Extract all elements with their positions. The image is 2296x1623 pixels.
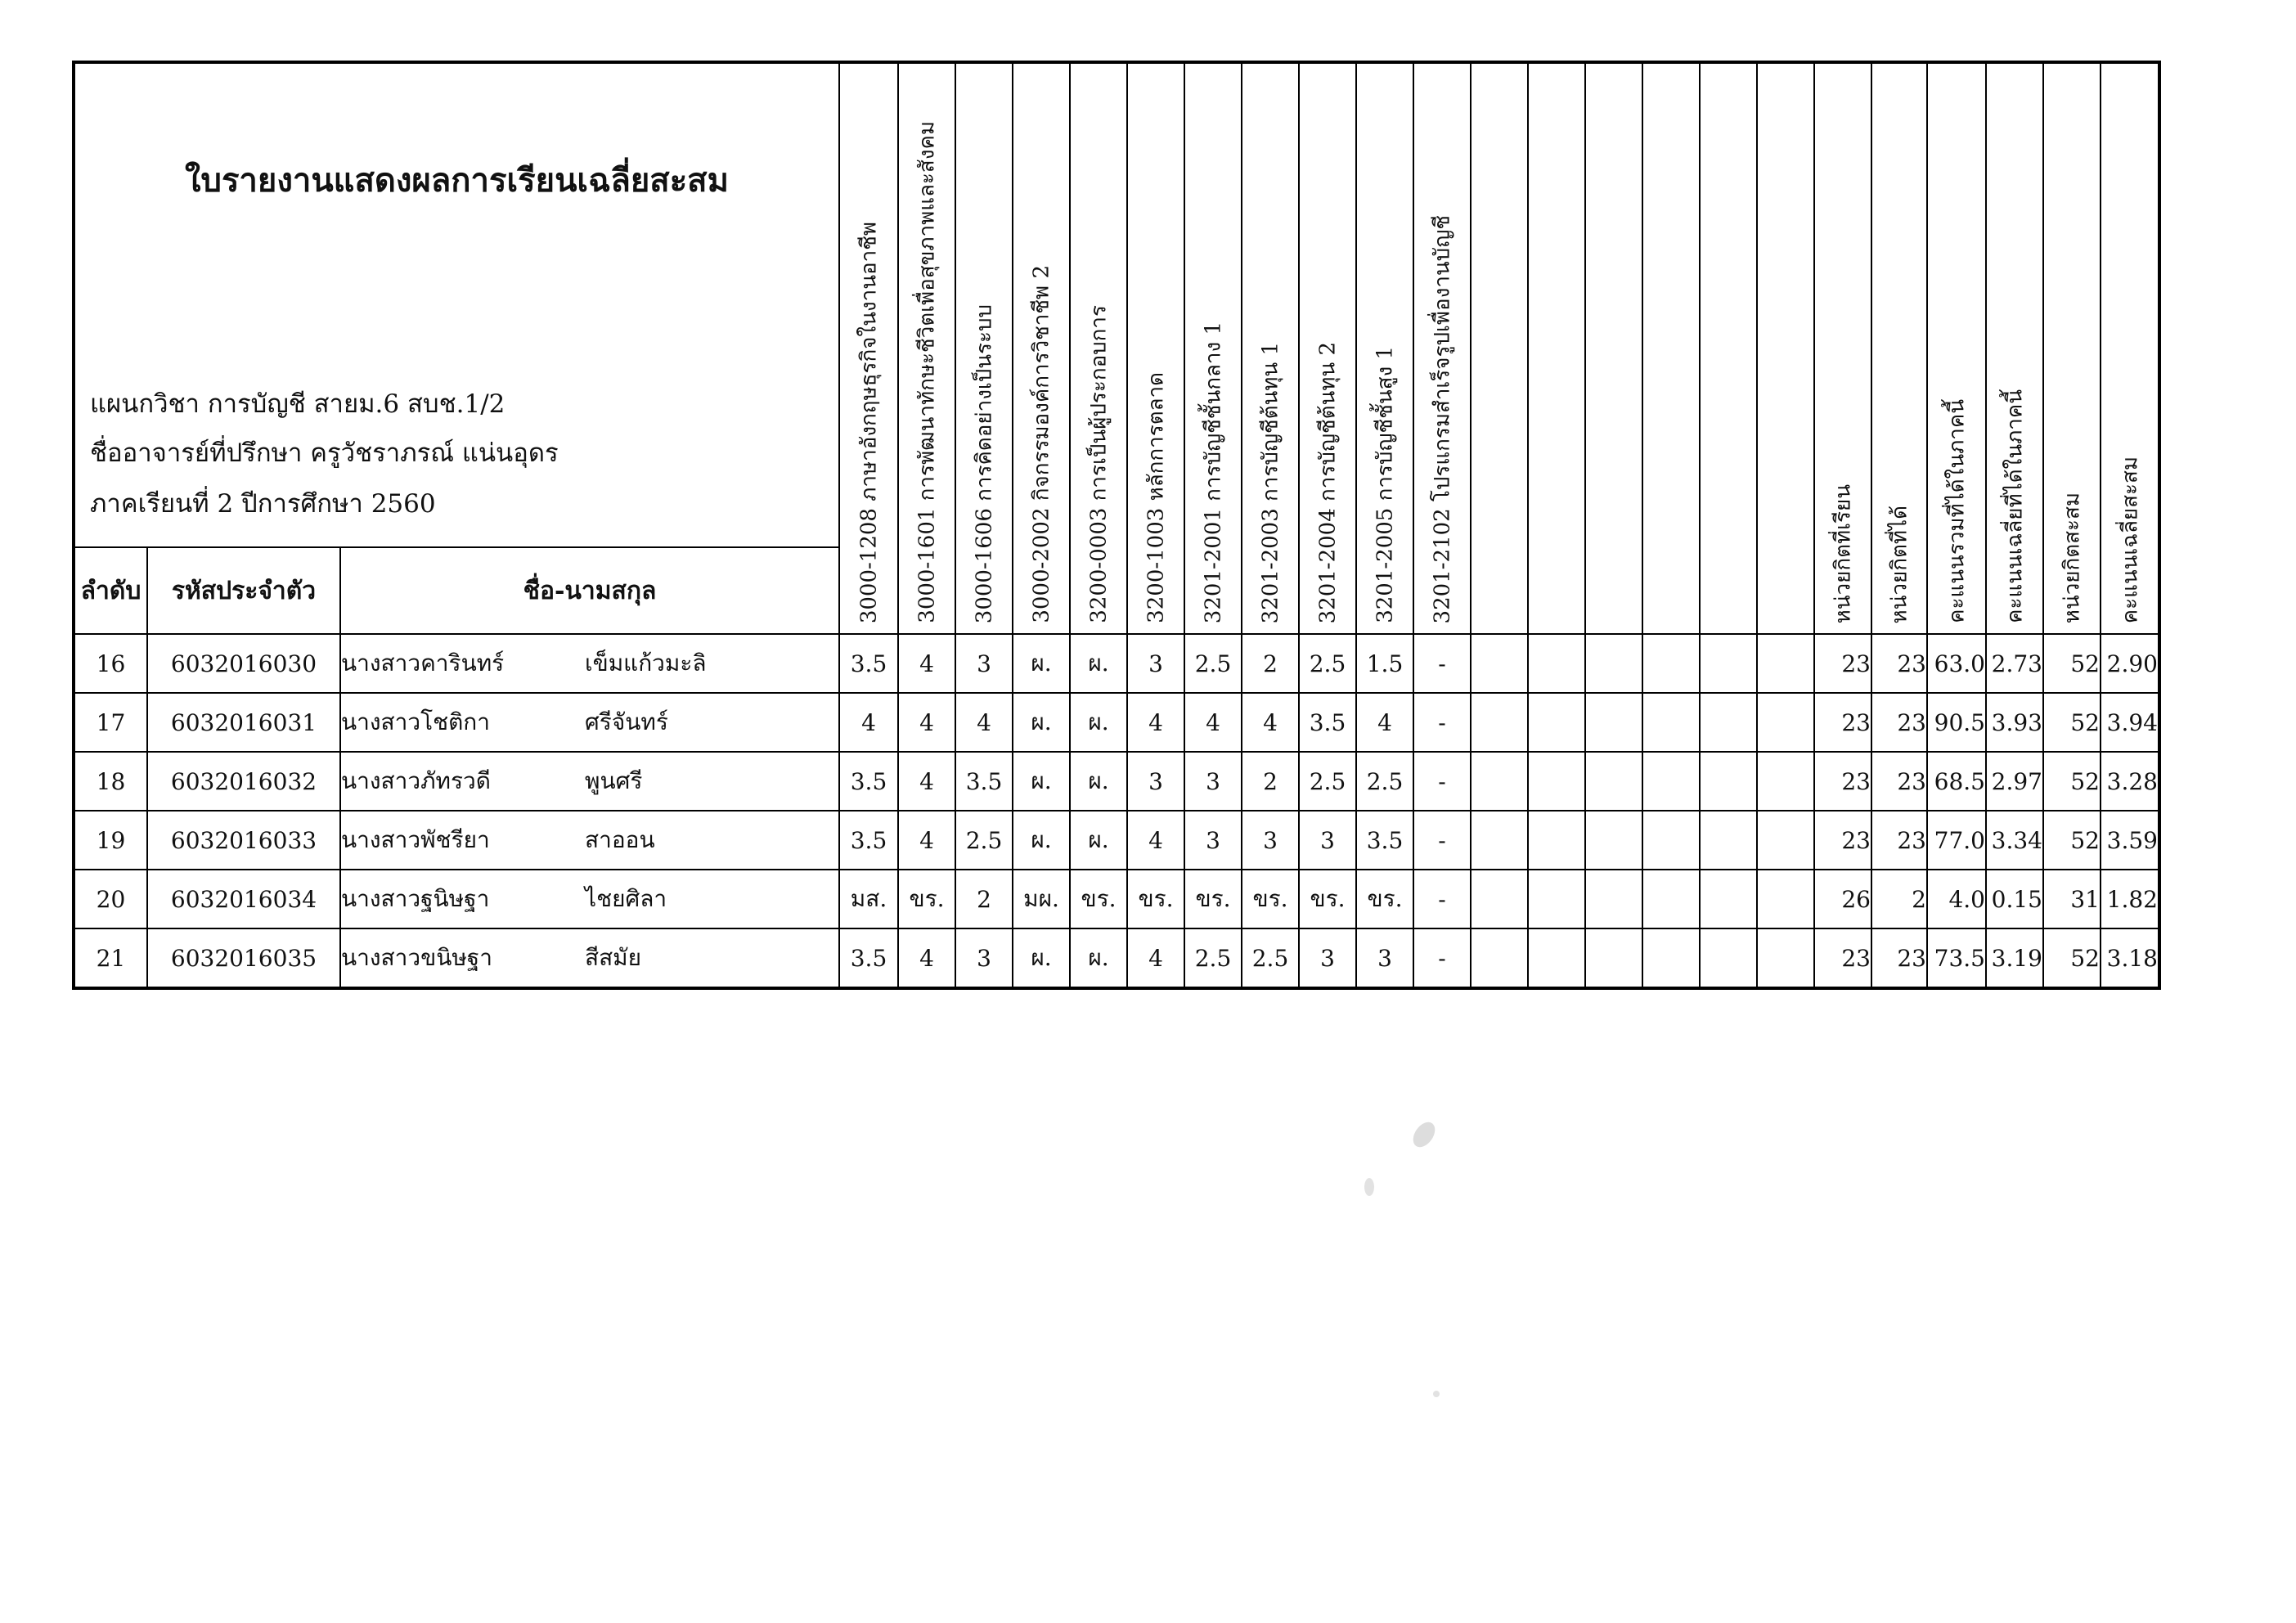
- table-row: [74, 693, 2159, 752]
- row-number-cell: 17: [74, 693, 147, 752]
- grade-cell: ขร.: [1242, 870, 1299, 928]
- row-number-cell: 20: [74, 870, 147, 928]
- grade-cell: [1528, 811, 1585, 870]
- subject-header-label: 3201-2003 การบัญชีต้นทุน 1: [1258, 341, 1283, 623]
- summary-cell: 2: [1871, 870, 1927, 928]
- summary-cell: 23: [1814, 634, 1871, 693]
- grade-cell: [1528, 693, 1585, 752]
- grade-cell: 3.5: [839, 928, 898, 988]
- subject-header: [1528, 62, 1585, 634]
- last-name: สีสมัย: [585, 944, 642, 971]
- summary-cell: 1.82: [2101, 870, 2159, 928]
- grade-cell: [1700, 811, 1757, 870]
- student-rows: [74, 634, 2159, 988]
- summary-cell: 23: [1871, 634, 1927, 693]
- summary-cell: 2.90: [2101, 634, 2159, 693]
- grade-cell: [1642, 811, 1700, 870]
- student-name-cell: [340, 634, 839, 693]
- student-id-cell: 6032016031: [147, 693, 340, 752]
- student-name-cell: [340, 870, 839, 928]
- semester-line: ภาคเรียนที่ 2 ปีการศึกษา 2560: [90, 489, 436, 519]
- subject-header: [1700, 62, 1757, 634]
- grade-cell: [1757, 693, 1814, 752]
- subject-header: [1471, 62, 1528, 634]
- grade-cell: 2.5: [1299, 752, 1356, 811]
- grade-cell: 4: [898, 752, 955, 811]
- row-number-cell: 19: [74, 811, 147, 870]
- grade-cell: [1642, 634, 1700, 693]
- student-name-cell: [340, 811, 839, 870]
- summary-cell: 3.93: [1986, 693, 2043, 752]
- grade-cell: ผ.: [1013, 634, 1070, 693]
- grade-cell: 4: [898, 693, 955, 752]
- summary-cell: 52: [2043, 752, 2101, 811]
- grade-cell: ผ.: [1070, 752, 1127, 811]
- summary-header-label: หน่วยกิตที่เรียน: [1831, 483, 1856, 623]
- table-row: [74, 870, 2159, 928]
- table-row: [74, 811, 2159, 870]
- grade-cell: [1528, 870, 1585, 928]
- grade-cell: 3: [955, 928, 1013, 988]
- grade-cell: [1528, 928, 1585, 988]
- summary-cell: 23: [1814, 811, 1871, 870]
- grade-cell: มส.: [839, 870, 898, 928]
- subject-header-label: 3200-0003 การเป็นผู้ประกอบการ: [1086, 305, 1112, 623]
- report-title: ใบรายงานแสดงผลการเรียนเฉลี่ยสะสม: [185, 161, 729, 200]
- grade-cell: [1642, 928, 1700, 988]
- last-name: สาออน: [585, 826, 655, 853]
- summary-cell: 3.18: [2101, 928, 2159, 988]
- grade-cell: [1757, 870, 1814, 928]
- summary-header-label: คะแนนเฉลี่ยสะสม: [2118, 456, 2142, 623]
- student-id-cell: 6032016033: [147, 811, 340, 870]
- summary-cell: 3.59: [2101, 811, 2159, 870]
- report-info-panel: [74, 62, 839, 547]
- grade-cell: ขร.: [1356, 870, 1413, 928]
- grade-cell: 3.5: [1299, 693, 1356, 752]
- grade-cell: ผ.: [1070, 634, 1127, 693]
- summary-cell: 52: [2043, 811, 2101, 870]
- grade-cell: มผ.: [1013, 870, 1070, 928]
- summary-cell: 23: [1871, 752, 1927, 811]
- grade-cell: 4: [1356, 693, 1413, 752]
- summary-cell: 52: [2043, 693, 2101, 752]
- grade-cell: 3.5: [1356, 811, 1413, 870]
- grade-cell: ขร.: [1184, 870, 1242, 928]
- summary-cell: 63.0: [1927, 634, 1986, 693]
- grade-cell: 3: [955, 634, 1013, 693]
- summary-cell: 0.15: [1986, 870, 2043, 928]
- subject-header-label: 3000-1601 การพัฒนาทักษะชีวิตเพื่อสุขภาพและสังคม: [914, 121, 940, 623]
- grade-cell: 2.5: [1242, 928, 1299, 988]
- grade-cell: ขร.: [1299, 870, 1356, 928]
- row-number-cell: 21: [74, 928, 147, 988]
- grade-cell: [1700, 634, 1757, 693]
- grade-cell: [1528, 752, 1585, 811]
- grade-cell: -: [1413, 752, 1471, 811]
- subject-header: [898, 62, 955, 634]
- subject-header-label: 3201-2001 การบัญชีชั้นกลาง 1: [1201, 321, 1226, 623]
- summary-cell: 23: [1814, 693, 1871, 752]
- grade-cell: -: [1413, 928, 1471, 988]
- grade-cell: ผ.: [1070, 693, 1127, 752]
- last-name: พูนศรี: [585, 767, 643, 794]
- grade-cell: 3: [1356, 928, 1413, 988]
- student-id-cell: 6032016030: [147, 634, 340, 693]
- grade-cell: 3: [1299, 811, 1356, 870]
- student-id-header: รหัสประจำตัว: [147, 547, 340, 634]
- summary-cell: 23: [1871, 811, 1927, 870]
- summary-header-label: คะแนนรวมที่ได้ในภาคนี้: [1944, 399, 1970, 623]
- advisor-line: ชื่ออาจารย์ที่ปรึกษา ครูวัชราภรณ์ แน่นอุดร: [90, 438, 559, 468]
- grade-cell: 4: [1242, 693, 1299, 752]
- grade-cell: [1585, 811, 1642, 870]
- grade-cell: 2.5: [1184, 634, 1242, 693]
- grade-cell: 3.5: [839, 811, 898, 870]
- student-id-cell: 6032016032: [147, 752, 340, 811]
- first-name: นางสาวโชติกา: [341, 708, 490, 735]
- grade-cell: 4: [1127, 811, 1184, 870]
- summary-header-label: หน่วยกิตสะสม: [2060, 492, 2085, 623]
- subject-header: [1356, 62, 1413, 634]
- grade-cell: [1757, 634, 1814, 693]
- scan-speck: [1433, 1391, 1440, 1397]
- summary-header: [2101, 62, 2159, 634]
- grade-cell: [1642, 870, 1700, 928]
- grade-cell: 3: [1127, 634, 1184, 693]
- grade-cell: ผ.: [1070, 811, 1127, 870]
- grade-cell: ผ.: [1013, 693, 1070, 752]
- grade-cell: [1471, 752, 1528, 811]
- name-header: ชื่อ-นามสกุล: [340, 547, 839, 634]
- grade-cell: [1585, 634, 1642, 693]
- grade-cell: ผ.: [1013, 928, 1070, 988]
- grade-cell: 3.5: [839, 752, 898, 811]
- grade-cell: 4: [955, 693, 1013, 752]
- student-id-cell: 6032016034: [147, 870, 340, 928]
- summary-cell: 2.97: [1986, 752, 2043, 811]
- student-name-cell: [340, 752, 839, 811]
- subject-header: [1413, 62, 1471, 634]
- grade-cell: 2: [955, 870, 1013, 928]
- grade-cell: [1700, 928, 1757, 988]
- grade-cell: [1700, 870, 1757, 928]
- scan-smudge: [1364, 1178, 1374, 1196]
- subject-header: [1299, 62, 1356, 634]
- grade-cell: [1700, 752, 1757, 811]
- grade-cell: 3: [1299, 928, 1356, 988]
- grade-cell: 4: [1127, 693, 1184, 752]
- grade-cell: -: [1413, 870, 1471, 928]
- summary-cell: 3.34: [1986, 811, 2043, 870]
- grade-cell: [1757, 928, 1814, 988]
- grade-cell: -: [1413, 634, 1471, 693]
- grade-report-table: [72, 61, 2161, 990]
- grade-cell: ขร.: [1070, 870, 1127, 928]
- summary-cell: 2.73: [1986, 634, 2043, 693]
- grade-cell: [1471, 928, 1528, 988]
- subject-header-label: 3000-1208 ภาษาอังกฤษธุรกิจในงานอาชีพ: [856, 221, 882, 623]
- grade-cell: [1757, 752, 1814, 811]
- summary-cell: 73.5: [1927, 928, 1986, 988]
- grade-cell: [1471, 634, 1528, 693]
- first-name: นางสาวคารินทร์: [341, 650, 505, 677]
- grade-cell: 1.5: [1356, 634, 1413, 693]
- summary-cell: 31: [2043, 870, 2101, 928]
- summary-cell: 68.5: [1927, 752, 1986, 811]
- grade-cell: [1585, 870, 1642, 928]
- table-row: [74, 928, 2159, 988]
- subject-header: [955, 62, 1013, 634]
- grade-cell: [1471, 870, 1528, 928]
- order-header: ลำดับ: [74, 547, 147, 634]
- grade-cell: [1642, 693, 1700, 752]
- grade-cell: ผ.: [1070, 928, 1127, 988]
- subject-header: [1184, 62, 1242, 634]
- grade-cell: [1528, 634, 1585, 693]
- grade-cell: 4: [839, 693, 898, 752]
- grade-cell: 4: [1127, 928, 1184, 988]
- subject-header: [1757, 62, 1814, 634]
- grade-cell: 3: [1242, 811, 1299, 870]
- student-id-cell: 6032016035: [147, 928, 340, 988]
- summary-cell: 26: [1814, 870, 1871, 928]
- grade-cell: 2.5: [1184, 928, 1242, 988]
- row-number-cell: 16: [74, 634, 147, 693]
- grade-cell: 4: [898, 928, 955, 988]
- summary-cell: 90.5: [1927, 693, 1986, 752]
- grade-cell: [1471, 693, 1528, 752]
- grade-cell: [1642, 752, 1700, 811]
- summary-header: [1986, 62, 2043, 634]
- last-name: เข็มแก้วมะลิ: [585, 650, 707, 677]
- subject-header: [1070, 62, 1127, 634]
- grade-cell: 2.5: [1299, 634, 1356, 693]
- student-name-cell: [340, 693, 839, 752]
- summary-cell: 23: [1871, 928, 1927, 988]
- grade-cell: 2: [1242, 752, 1299, 811]
- subject-header: [1013, 62, 1070, 634]
- grade-cell: 4: [898, 811, 955, 870]
- summary-header: [1927, 62, 1986, 634]
- grade-cell: 2.5: [955, 811, 1013, 870]
- grade-cell: 2: [1242, 634, 1299, 693]
- subject-header-label: 3201-2004 การบัญชีต้นทุน 2: [1315, 341, 1341, 623]
- grade-cell: 4: [1184, 693, 1242, 752]
- grade-cell: [1471, 811, 1528, 870]
- first-name: นางสาวพัชรียา: [341, 826, 490, 853]
- grade-cell: 3: [1184, 811, 1242, 870]
- grade-cell: -: [1413, 811, 1471, 870]
- grade-cell: 3: [1184, 752, 1242, 811]
- row-number-cell: 18: [74, 752, 147, 811]
- first-name: นางสาวภัทรวดี: [341, 767, 491, 794]
- summary-cell: 3.19: [1986, 928, 2043, 988]
- summary-header-label: คะแนนเฉลี่ยที่ได้ในภาคนี้: [2002, 389, 2028, 623]
- grade-cell: [1585, 693, 1642, 752]
- last-name: ไชยศิลา: [585, 885, 667, 912]
- summary-cell: 23: [1871, 693, 1927, 752]
- summary-header: [2043, 62, 2101, 634]
- first-name: นางสาวฐนิษฐา: [341, 885, 490, 912]
- subject-header: [1242, 62, 1299, 634]
- summary-cell: 52: [2043, 928, 2101, 988]
- grade-cell: ผ.: [1013, 811, 1070, 870]
- table-row: [74, 634, 2159, 693]
- subject-header: [839, 62, 898, 634]
- grade-cell: 4: [898, 634, 955, 693]
- grade-cell: ขร.: [1127, 870, 1184, 928]
- department-line: แผนกวิชา การบัญชี สายม.6 สบช.1/2: [90, 389, 505, 419]
- summary-cell: 52: [2043, 634, 2101, 693]
- last-name: ศรีจันทร์: [585, 708, 668, 735]
- grade-cell: 3.5: [955, 752, 1013, 811]
- summary-header: [1814, 62, 1871, 634]
- summary-header: [1871, 62, 1927, 634]
- grade-cell: 3: [1127, 752, 1184, 811]
- grade-cell: ผ.: [1013, 752, 1070, 811]
- grade-cell: [1585, 752, 1642, 811]
- summary-cell: 3.94: [2101, 693, 2159, 752]
- summary-cell: 23: [1814, 928, 1871, 988]
- subject-header-label: 3201-2005 การบัญชีชั้นสูง 1: [1373, 346, 1398, 623]
- summary-cell: 77.0: [1927, 811, 1986, 870]
- subject-header: [1585, 62, 1642, 634]
- grade-cell: [1757, 811, 1814, 870]
- subject-header-label: 3000-2002 กิจกรรมองค์การวิชาชีพ 2: [1029, 265, 1054, 623]
- subject-header-label: 3200-1003 หลักการตลาด: [1144, 372, 1169, 623]
- first-name: นางสาวขนิษฐา: [341, 944, 492, 971]
- subject-header-label: 3000-1606 การคิดอย่างเป็นระบบ: [972, 303, 997, 623]
- grade-cell: [1585, 928, 1642, 988]
- summary-cell: 4.0: [1927, 870, 1986, 928]
- scan-smudge: [1409, 1118, 1440, 1151]
- grade-cell: 3.5: [839, 634, 898, 693]
- grade-cell: -: [1413, 693, 1471, 752]
- student-name-cell: [340, 928, 839, 988]
- grade-cell: 2.5: [1356, 752, 1413, 811]
- summary-cell: 3.28: [2101, 752, 2159, 811]
- grade-cell: [1700, 693, 1757, 752]
- summary-header-label: หน่วยกิตที่ได้: [1887, 505, 1912, 623]
- summary-cell: 23: [1814, 752, 1871, 811]
- table-row: [74, 752, 2159, 811]
- grade-cell: ขร.: [898, 870, 955, 928]
- subject-header-label: 3201-2102 โปรแกรมสำเร็จรูปเพื่องานบัญชี: [1430, 214, 1455, 623]
- subject-header: [1642, 62, 1700, 634]
- subject-header: [1127, 62, 1184, 634]
